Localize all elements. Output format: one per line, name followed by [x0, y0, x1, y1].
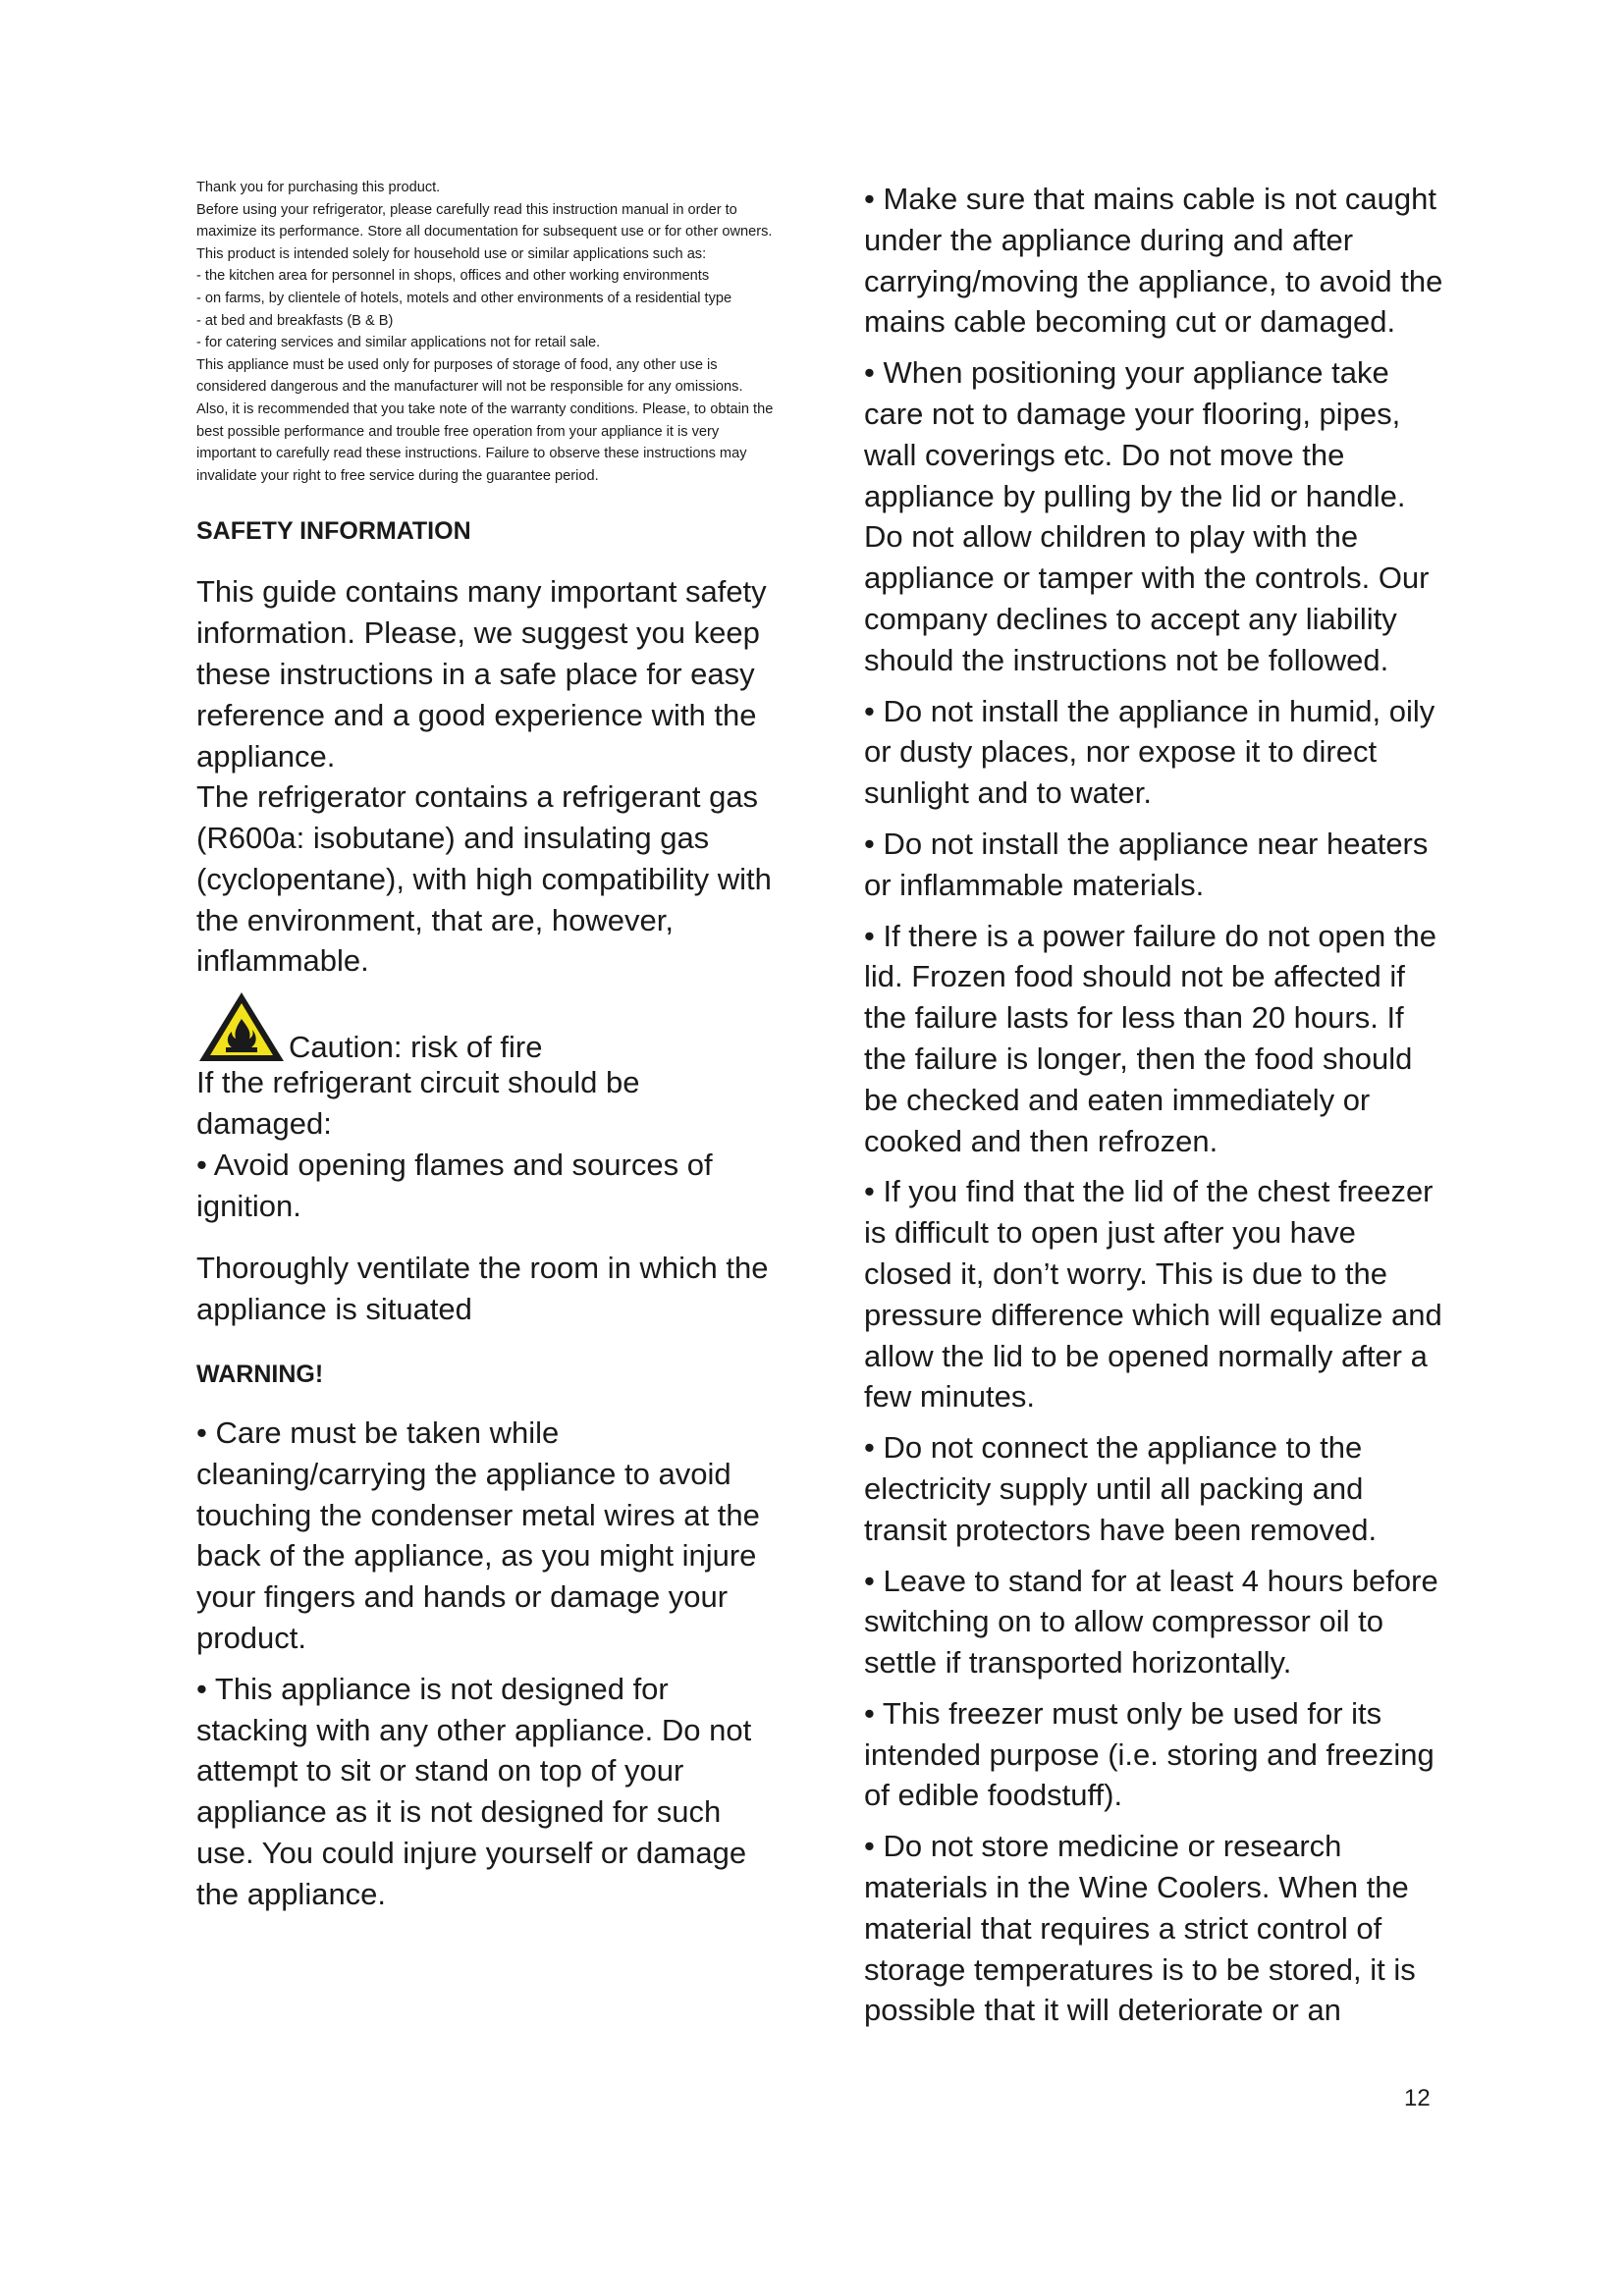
safety-bullet: • Do not install the appliance near heaters or inflammable materials. [864, 826, 1429, 902]
safety-bullet: • Do not install the appliance in humid, oily or dusty places, nor expose it to direct sunlight and to water. [864, 693, 1435, 811]
intro-section [196, 177, 776, 487]
safety-bullet: • This freezer must only be used for its intended purpose (i.e. storing and freezing of edible foodstuff). [864, 1695, 1435, 1813]
caution-row [196, 989, 776, 1065]
safety-bullet: • If there is a power failure do not open the lid. Frozen food should not be affected if the failure lasts for less than 20 hours. If the failure is longer, then the food should be checked and eaten immediately or cooked and then refrozen. [864, 918, 1436, 1158]
safety-bullet: • If you find that the lid of the chest freezer is difficult to open just after you have closed it, don’t worry. This is due to the pressure difference which will equalize and allow the lid to be opened normally after a few minutes. [864, 1174, 1442, 1415]
right-column [864, 179, 1451, 2041]
warning-bullet: • This appliance is not designed for stacking with any other appliance. Do not attempt to sit or stand on top of your appliance as it is not designed for such use. You could injure yourself or damage the appliance. [196, 1671, 752, 1911]
intro-usage-note: This appliance must be used only for purposes of storage of food, any other use is considered dangerous and the manufacturer will not be responsible for any omissions. Also, it is recommended that you take note of the warranty conditions. Please, to obtain the best possible performance and trouble free operation from your appliance it is very important to carefully read these instructions. Failure to observe these instructions may invalidate your right to free service during the guarantee period. [196, 356, 774, 484]
intro-use-item: - the kitchen area for personnel in shops, offices and other working environments [196, 268, 710, 285]
intro-thanks: Thank you for purchasing this product. [196, 180, 441, 195]
refrigerant-text: The refrigerator contains a refrigerant gas (R600a: isobutane) and insulating gas (cyclopentane), with high compatibility with the environment, that are, however, inflammable. [196, 779, 772, 979]
intro-use-item: - at bed and breakfasts (B & B) [196, 312, 394, 329]
safety-bullet: • Do not store medicine or research materials in the Wine Coolers. When the material that requires a strict control of storage temperatures is to be stored, it is possible that it will deteriorate or an [864, 1829, 1416, 2028]
safety-guide-text: This guide contains many important safety information. Please, we suggest you keep these instructions in a safe place for easy reference and a good experience with the appliance. [196, 574, 767, 774]
intro-use-item: - for catering services and similar applications not for retail sale. [196, 335, 601, 351]
warning-bullet: • Care must be taken while cleaning/carrying the appliance to avoid touching the condenser metal wires at the back of the appliance, as you might injure your fingers and hands or damage your product. [196, 1415, 760, 1656]
safety-bullet: • Do not connect the appliance to the electricity supply until all packing and transit protectors have been removed. [864, 1430, 1378, 1547]
left-column [196, 177, 776, 1925]
intro-use-item: - on farms, by clientele of hotels, motels and other environments of a residential type [196, 290, 732, 306]
intro-before-using: Before using your refrigerator, please carefully read this instruction manual in order to maximize its performance. Store all documentation for subsequent use or for other owners. This product is intended solely for household use or similar applications such as: [196, 201, 773, 262]
avoid-flames-text: • Avoid opening flames and sources of ignition. [196, 1147, 713, 1223]
safety-bullet: • When positioning your appliance take care not to damage your flooring, pipes, wall coverings etc. Do not move the appliance by pulling by the lid or handle. Do not allow children to play with the appliance or tamper with the controls. Our company declines to accept any liability should the instructions not be followed. [864, 355, 1430, 677]
page-number: 12 [1404, 2085, 1431, 2111]
safety-bullet: • Leave to stand for at least 4 hours before switching on to allow compressor oil to settle if transported horizontally. [864, 1563, 1438, 1681]
ventilate-text: Thoroughly ventilate the room in which the appliance is situated [196, 1251, 769, 1327]
warning-heading: WARNING! [196, 1361, 324, 1389]
circuit-text: If the refrigerant circuit should be damaged: [196, 1065, 640, 1142]
fire-warning-icon [196, 989, 287, 1064]
safety-bullet: • Make sure that mains cable is not caught under the appliance during and after carrying/moving the appliance, to avoid the mains cable becoming cut or damaged. [864, 182, 1443, 340]
safety-heading: SAFETY INFORMATION [196, 517, 471, 546]
caution-text: Caution: risk of fire [289, 1030, 543, 1065]
